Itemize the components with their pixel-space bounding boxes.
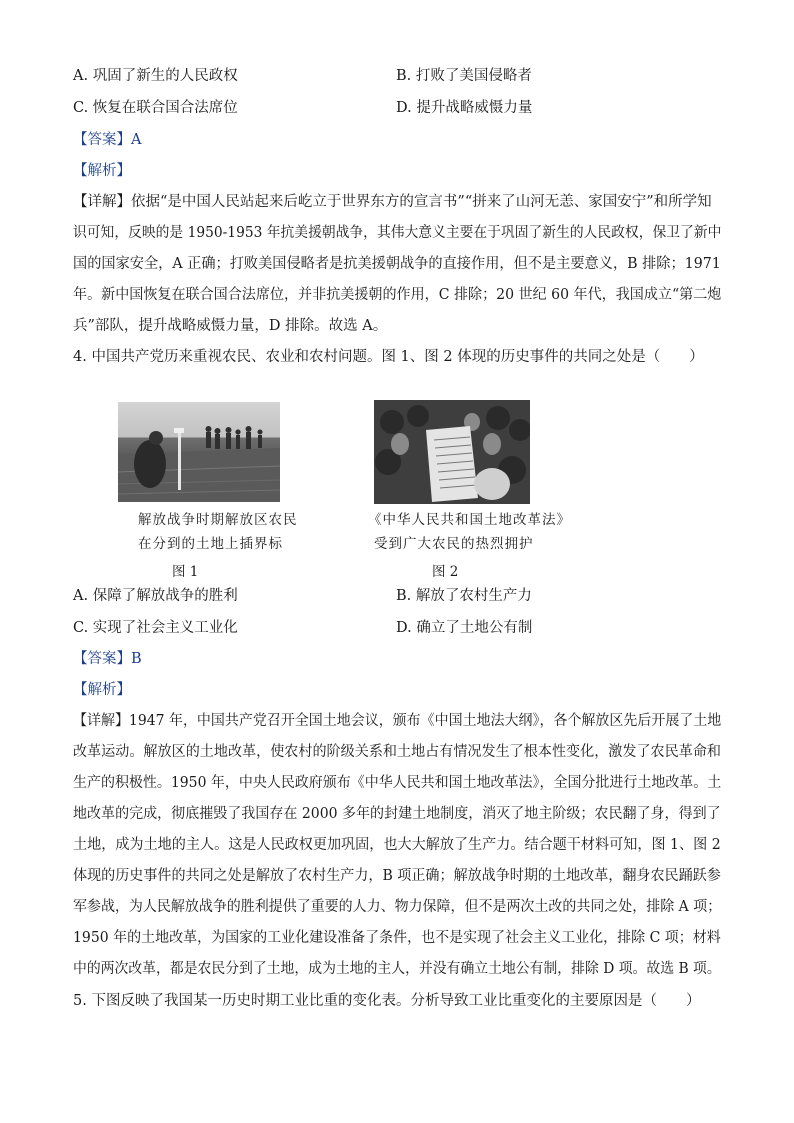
q4-detail-line: 中的两次改革，都是农民分到了土地，成为土地的主人，并没有确立土地公有制，排除 D 项。故选 B 项。 bbox=[73, 961, 721, 977]
figure-1-photo bbox=[118, 402, 280, 502]
figure-2-photo bbox=[374, 400, 530, 504]
figure-1-caption-line2: 在分到的土地上插界标 bbox=[138, 536, 283, 552]
q4-option-c: C. 实现了社会主义工业化 bbox=[73, 620, 238, 636]
q4-detail-line: 军参战，为人民解放战争的胜利提供了重要的人力、物力保障，但不是两次土改的共同之处，排除 A 项； bbox=[73, 899, 722, 915]
q3-option-b: B. 打败了美国侵略者 bbox=[396, 68, 532, 84]
q4-detail-line: 改革运动。解放区的土地改革，使农村的阶级关系和土地占有情况发生了根本性变化，激发了农民革命和 bbox=[73, 744, 721, 760]
q3-analysis-label: 【解析】 bbox=[73, 163, 131, 179]
figure-1-label: 图 1 bbox=[172, 564, 199, 580]
figure-1-caption-line1: 解放战争时期解放区农民 bbox=[138, 512, 298, 528]
q3-answer: 【答案】A bbox=[73, 132, 142, 148]
figure-2-label: 图 2 bbox=[432, 564, 459, 580]
q4-detail-line: 地改革的完成，彻底摧毁了我国存在 2000 多年的封建土地制度，消灭了地主阶级；农民翻了身，得到了 bbox=[73, 806, 721, 822]
q4-detail-line: 生产的积极性。1950 年，中央人民政府颁布《中华人民共和国土地改革法》，全国分批进行土地改革。土 bbox=[73, 775, 722, 791]
q4-option-d: D. 确立了土地公有制 bbox=[396, 620, 533, 636]
figure-2-caption-line1: 《中华人民共和国土地改革法》 bbox=[368, 512, 571, 528]
q5-stem: 5. 下图反映了我国某一历史时期工业比重的变化表。分析导致工业比重变化的主要原因是（ ） bbox=[73, 993, 701, 1009]
q3-detail-line: 【详解】依据“是中国人民站起来后屹立于世界东方的宣言书”“拼来了山河无恙、家国安宁”和所学知 bbox=[73, 194, 712, 210]
q4-answer: 【答案】B bbox=[73, 651, 142, 667]
q4-detail-line: 1950 年的土地改革，为国家的工业化建设准备了条件，也不是实现了社会主义工业化，排除 C 项；材料 bbox=[73, 930, 721, 946]
q4-detail-line: 【详解】1947 年，中国共产党召开全国土地会议，颁布《中国土地法大纲》，各个解放区先后开展了土地 bbox=[73, 713, 722, 729]
q4-detail-line: 体现的历史事件的共同之处是解放了农村生产力，B 项正确；解放战争时期的土地改革，翻身农民踊跃参 bbox=[73, 868, 721, 884]
q4-detail-line: 土地，成为土地的主人。这是人民政权更加巩固，也大大解放了生产力。结合题干材料可知，图 1、图 2 bbox=[73, 837, 721, 853]
q4-stem: 4. 中国共产党历来重视农民、农业和农村问题。图 1、图 2 体现的历史事件的共同之处是（ ） bbox=[73, 349, 704, 365]
farmer-field-illustration bbox=[118, 402, 280, 502]
q4-option-a: A. 保障了解放战争的胜利 bbox=[73, 588, 238, 604]
q3-option-c: C. 恢复在联合国合法席位 bbox=[73, 100, 238, 116]
q4-option-b: B. 解放了农村生产力 bbox=[396, 588, 532, 604]
q3-detail-line: 国的国家安全，A 正确；打败美国侵略者是抗美援朝战争的直接作用，但不是主要意义，B 排除；1971 bbox=[73, 256, 721, 272]
q3-option-d: D. 提升战略威慑力量 bbox=[396, 100, 533, 116]
q4-analysis-label: 【解析】 bbox=[73, 682, 131, 698]
q3-detail-line: 识可知，反映的是 1950-1953 年抗美援朝战争，其伟大意义主要在于巩固了新生的人民政权，保卫了新中 bbox=[73, 225, 722, 241]
q3-detail-line: 兵”部队，提升战略威慑力量，D 排除。故选 A。 bbox=[73, 318, 388, 334]
q3-detail-line: 年。新中国恢复在联合国合法席位，并非抗美援朝的作用，C 排除；20 世纪 60 年代，我国成立“第二炮 bbox=[73, 287, 722, 303]
q3-option-a: A. 巩固了新生的人民政权 bbox=[73, 68, 238, 84]
figure-2-caption-line2: 受到广大农民的热烈拥护 bbox=[374, 536, 534, 552]
crowd-reading-law-illustration bbox=[374, 400, 530, 504]
